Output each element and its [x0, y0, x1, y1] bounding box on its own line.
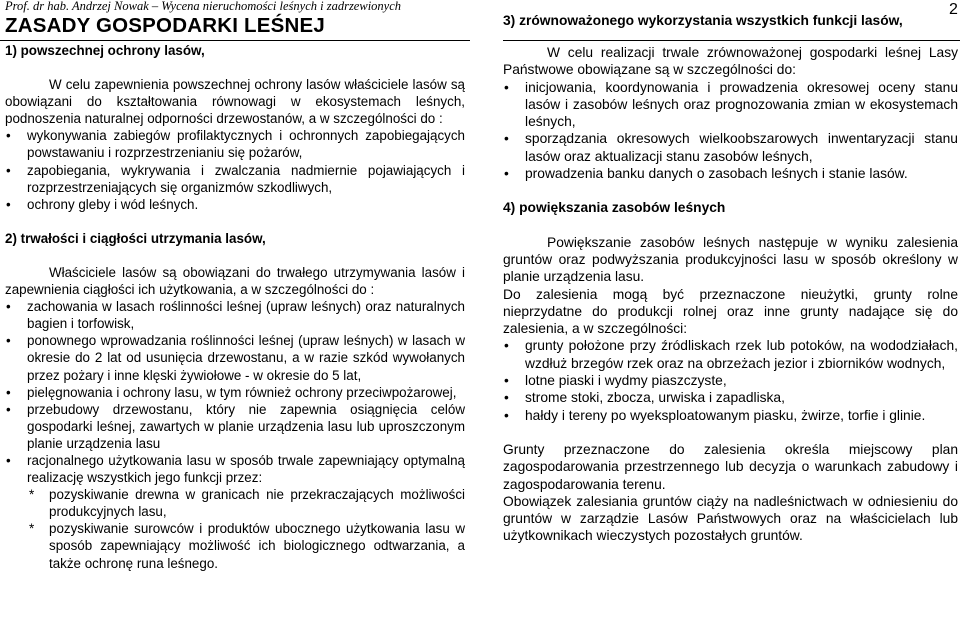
bullet-icon: • — [6, 162, 11, 178]
section-2-title: 2) trwałości i ciągłości utrzymania lasów, — [5, 230, 266, 246]
list-item: • ochrony gleby i wód leśnych. — [6, 196, 199, 212]
section-4-paragraph: Do zalesienia mogą być przeznaczone nieużytki, grunty rolne nieprzydatne do produkcji rolnej oraz inne grunty nadające się do zalesienia, a w szczególności: — [503, 286, 958, 337]
section-4-title: 4) powiększania zasobów leśnych — [503, 200, 726, 216]
asterisk-icon: * — [29, 487, 35, 503]
bullet-icon: • — [6, 401, 11, 417]
sub-list-item: * pozyskiwanie drewna w granicach nie przekraczających możliwości produkcyjnych lasu, — [29, 487, 465, 520]
bullet-icon: • — [504, 390, 509, 406]
sub-list-item: * pozyskiwanie surowców i produktów ubocznego użytkowania lasu w sposób zapewniający możliwość ich biologicznego odtwarzania, a także ochronę runa leśnego. — [29, 521, 465, 571]
bullet-icon: • — [6, 128, 11, 144]
bullet-icon: • — [504, 338, 509, 354]
section-4-paragraph-3: Grunty przeznaczone do zalesienia określa miejscowy plan zagospodarowania przestrzennego lub decyzja o warunkach zabudowy i zagospodarowania terenu. — [503, 441, 958, 492]
bullet-icon: • — [6, 196, 11, 212]
list-item: • zapobiegania, wykrywania i zwalczania nadmiernie pojawiających i rozprzestrzeniających się organizmów szkodliwych, — [6, 162, 465, 195]
list-item: • hałdy i tereny po wyeksploatowanym piasku, żwirze, torfie i glinie. — [504, 407, 926, 423]
bullet-icon: • — [6, 452, 11, 468]
section-2-sublist — [5, 486, 465, 571]
list-item: • wykonywania zabiegów profilaktycznych i ochronnych zapobiegających powstawaniu i rozprzestrzenianiu się pożarów, — [6, 128, 465, 161]
section-3-title: 3) zrównoważonego wykorzystania wszystkich funkcji lasów, — [503, 13, 903, 28]
list-item: • przebudowy drzewostanu, który nie zapewnia osiągnięcia celów gospodarki leśnej, zawartych w planie urządzenia lasu lub uproszczonym planie urządzenia lasu — [6, 401, 465, 451]
bullet-icon: • — [504, 79, 509, 95]
list-item: • ponownego wprowadzania roślinności leśnej (upraw leśnych) w lasach w okresie do 2 lat od usunięcia drzewostanu, a w razie szkód wywołanych przez pożary i inne klęski żywiołowe - w okresie do 5 lat, — [6, 333, 465, 383]
running-header: Prof. dr hab. Andrzej Nowak – Wycena nieruchomości leśnych i zadrzewionych — [5, 0, 402, 13]
section-2-intro: Właściciele lasów są obowiązani do trwałego utrzymywania lasów i zapewnienia ciągłości ich użytkowania, a w szczególności do : — [5, 264, 465, 298]
right-body — [503, 44, 958, 545]
list-item: • inicjowania, koordynowania i prowadzenia okresowej oceny stanu lasów i zasobów leśnych oraz prognozowania zmian w ekosystemach leśnych, — [504, 79, 958, 130]
section-1-list — [5, 127, 465, 212]
list-item: • strome stoki, zbocza, urwiska i zapadliska, — [504, 390, 785, 406]
bullet-icon: • — [6, 333, 11, 349]
bullet-icon: • — [6, 299, 11, 315]
list-item: • racjonalnego użytkowania lasu w sposób trwale zapewniający optymalną realizację wszystkich jego funkcji przez: — [6, 452, 465, 486]
section-3-intro: W celu realizacji trwale zrównoważonej gospodarki leśnej Lasy Państwowe obowiązane są w szczególności do: — [503, 45, 958, 78]
list-item: • prowadzenia banku danych o zasobach leśnych i stanie lasów. — [504, 166, 908, 182]
section-4-paragraph-4: Obowiązek zalesiania gruntów ciąży na nadleśnictwach w odniesieniu do gruntów w zarządzie Lasów Państwowych oraz na właścicielach lub użytkownikach wieczystych pozostałych gruntów. — [503, 493, 958, 544]
bullet-icon: • — [6, 384, 11, 400]
section-3-list — [503, 79, 958, 183]
bullet-icon: • — [504, 131, 509, 147]
list-item: • sporządzania okresowych wielkoobszarowych inwentaryzacji stanu lasów oraz aktualizacji stanu zasobów leśnych, — [504, 131, 958, 164]
asterisk-icon: * — [29, 521, 35, 537]
section-1-intro: W celu zapewnienia powszechnej ochrony lasów właściciele lasów są obowiązani do kształtowania równowagi w ekosystemach leśnych, podnoszenia naturalnej odporności drzewostanów, a w szczególności do : — [5, 77, 465, 127]
page-number: 2 — [949, 1, 958, 18]
section-2-list — [5, 298, 465, 486]
header-rule-right — [503, 40, 960, 41]
list-item: • pielęgnowania i ochrony lasu, w tym również ochrony przeciwpożarowej, — [6, 384, 457, 400]
page-title: ZASADY GOSPODARKI LEŚNEJ — [5, 14, 325, 37]
left-body — [5, 42, 465, 572]
bullet-icon: • — [504, 166, 509, 182]
list-item: • lotne piaski i wydmy piaszczyste, — [504, 373, 727, 389]
list-item: • zachowania w lasach roślinności leśnej (upraw leśnych) oraz naturalnych bagien i torfowisk, — [6, 299, 465, 332]
bullet-icon: • — [504, 407, 509, 423]
section-4-intro: Powiększanie zasobów leśnych następuje w wyniku zalesienia gruntów oraz podwyższania produkcyjności lasu w sposób określony w planie urządzenia lasu. — [503, 234, 958, 285]
header-rule — [0, 40, 470, 41]
section-1-title: 1) powszechnej ochrony lasów, — [5, 43, 205, 58]
bullet-icon: • — [504, 373, 509, 389]
list-item: • grunty położone przy źródliskach rzek lub potoków, na wododziałach, wzdłuż brzegów rzek oraz na obrzeżach jezior i zbiorników wodnych, — [504, 338, 958, 371]
section-4-list — [503, 337, 958, 423]
